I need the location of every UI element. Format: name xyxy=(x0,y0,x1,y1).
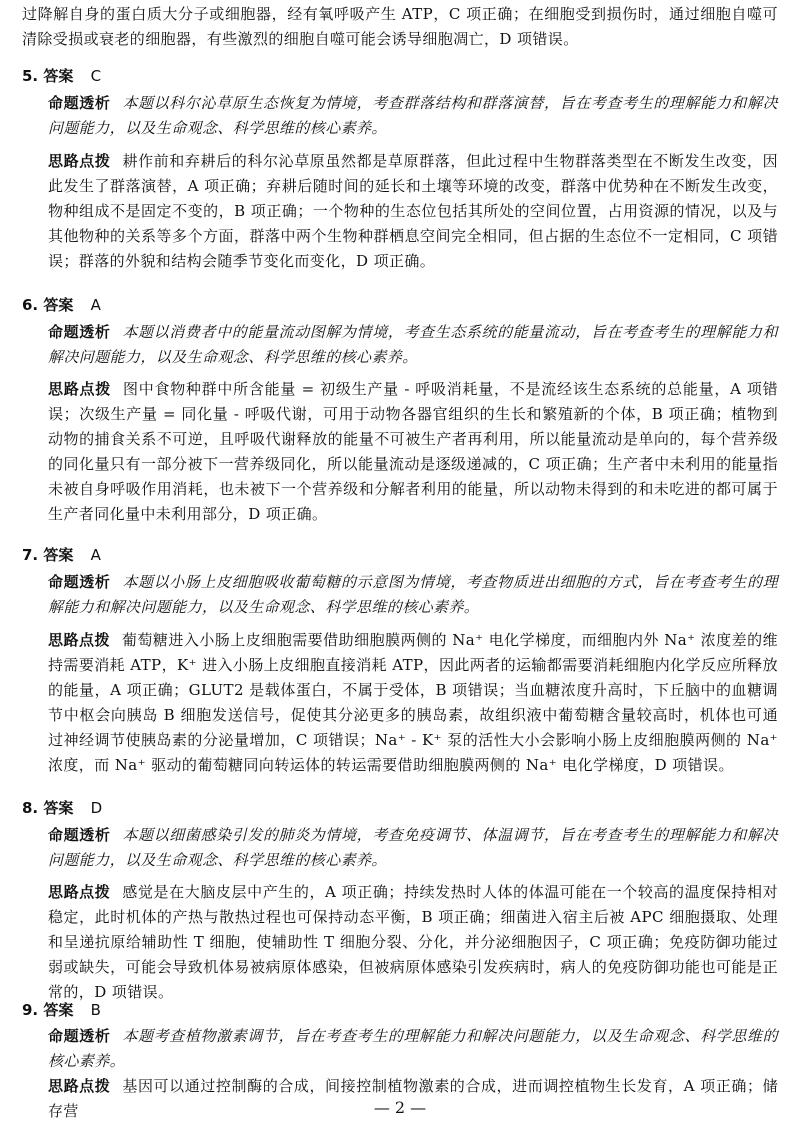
analysis-paragraph-5 xyxy=(48,91,778,141)
analysis-label: 命题透析 xyxy=(48,826,111,844)
answer-line-7 xyxy=(22,545,101,565)
analysis-paragraph-9 xyxy=(48,1024,778,1074)
answer-line-5 xyxy=(22,66,101,86)
answer-value: C xyxy=(90,67,102,85)
hint-label: 思路点拨 xyxy=(48,1077,111,1095)
analysis-text: 本题以细菌感染引发的肺炎为情境，考查免疫调节、体温调节，旨在考查考生的理解能力和解决问题能力，以及生命观念、科学思维的核心素养。 xyxy=(48,826,778,869)
answer-value: D xyxy=(90,799,103,817)
hint-paragraph-6 xyxy=(48,377,778,527)
answer-line-9 xyxy=(22,1000,101,1020)
hint-label: 思路点拨 xyxy=(48,631,110,649)
answer-line-6 xyxy=(22,295,101,315)
analysis-label: 命题透析 xyxy=(48,573,111,591)
hint-paragraph-8 xyxy=(48,880,778,1005)
hint-label: 思路点拨 xyxy=(48,380,111,398)
analysis-label: 命题透析 xyxy=(48,323,111,341)
hint-label: 思路点拨 xyxy=(48,152,111,170)
hint-paragraph-5 xyxy=(48,149,778,274)
analysis-label: 命题透析 xyxy=(48,94,111,112)
question-number: 5. xyxy=(22,67,39,85)
intro-paragraph: 过降解自身的蛋白质大分子或细胞器，经有氧呼吸产生 ATP，C 项正确；在细胞受到损伤时，通过细胞自噬可清除受损或衰老的细胞器，有些激烈的细胞自噬可能会诱导细胞凋亡，D 项错误。 xyxy=(22,5,778,48)
analysis-label: 命题透析 xyxy=(48,1027,111,1045)
hint-text: 图中食物种群中所含能量 = 初级生产量 - 呼吸消耗量，不是流经该生态系统的总能量，A 项错误；次级生产量 = 同化量 - 呼吸代谢，可用于动物各器官组织的生长和繁殖新的个体，B 项正确；植物到动物的捕食关系不可逆，且呼吸代谢释放的能量不可被生产者再利用，所以能量流动是单向的，每个营养级的同化量只有一部分被下一营养级同化，所以能量流动是逐级递减的，C 项正确；生产者中未利用的能量指未被自身呼吸作用消耗，也未被下一个营养级和分解者利用的能量，所以动物未得到的和未吃进的都可属于生产者同化量中未利用部分，D 项正确。 xyxy=(48,380,778,523)
answer-label: 答案 xyxy=(43,1001,74,1019)
analysis-text: 本题考查植物激素调节，旨在考查考生的理解能力和解决问题能力，以及生命观念、科学思维的核心素养。 xyxy=(48,1027,778,1070)
question-number: 9. xyxy=(22,1001,39,1019)
analysis-text: 本题以小肠上皮细胞吸收葡萄糖的示意图为情境，考查物质进出细胞的方式，旨在考查考生的理解能力和解决问题能力，以及生命观念、科学思维的核心素养。 xyxy=(48,573,778,616)
analysis-text: 本题以消费者中的能量流动图解为情境，考查生态系统的能量流动，旨在考查考生的理解能力和解决问题能力，以及生命观念、科学思维的核心素养。 xyxy=(48,323,778,366)
answer-value: B xyxy=(90,1001,101,1019)
answer-label: 答案 xyxy=(43,296,74,314)
analysis-text: 本题以科尔沁草原生态恢复为情境，考查群落结构和群落演替，旨在考查考生的理解能力和解决问题能力，以及生命观念、科学思维的核心素养。 xyxy=(48,94,778,137)
answer-label: 答案 xyxy=(43,67,74,85)
hint-text: 葡萄糖进入小肠上皮细胞需要借助细胞膜两侧的 Na⁺ 电化学梯度，而细胞内外 Na⁺ 浓度差的维持需要消耗 ATP，K⁺ 进入小肠上皮细胞直接消耗 ATP，因此两者的运输都需要消耗细胞内化学反应所释放的能量，A 项正确；GLUT2 是载体蛋白，不属于受体，B 项错误；当血糖浓度升高时，下丘脑中的血糖调节中枢会向胰岛 B 细胞发送信号，促使其分泌更多的胰岛素，故组织液中葡萄糖含量较高时，机体也可通过神经调节使胰岛素的分泌量增加，C 项错误；Na⁺ - K⁺ 泵的活性大小会影响小肠上皮细胞膜两侧的 Na⁺ 浓度，而 Na⁺ 驱动的葡萄糖同向转运体的转运需要借助细胞膜两侧的 Na⁺ 电化学梯度，D 项错误。 xyxy=(48,631,778,774)
question-number: 7. xyxy=(22,546,39,564)
answer-label: 答案 xyxy=(43,546,74,564)
answer-value: A xyxy=(90,296,101,314)
answer-label: 答案 xyxy=(43,799,74,817)
answer-value: A xyxy=(90,546,101,564)
question-number: 8. xyxy=(22,799,39,817)
hint-text: 基因可以通过控制酶的合成，间接控制植物激素的合成，进而调控植物生长发育，A 项正确；储存营 xyxy=(48,1077,778,1120)
hint-paragraph-7 xyxy=(48,628,778,778)
analysis-paragraph-6 xyxy=(48,320,778,370)
hint-text: 耕作前和弃耕后的科尔沁草原虽然都是草原群落，但此过程中生物群落类型在不断发生改变，因此发生了群落演替，A 项正确；弃耕后随时间的延长和土壤等环境的改变，群落中优势种在不断发生改变，物种组成不是固定不变的，B 项正确；一个物种的生态位包括其所处的空间位置，占用资源的情况，以及与其他物种的关系等多个方面，群落中两个生物种群栖息空间完全相同，但占据的生态位不一定相同，C 项错误；群落的外貌和结构会随季节变化而变化，D 项正确。 xyxy=(48,152,778,270)
analysis-paragraph-7 xyxy=(48,570,778,620)
analysis-paragraph-8 xyxy=(48,823,778,873)
answer-line-8 xyxy=(22,798,102,818)
question-number: 6. xyxy=(22,296,39,314)
hint-text: 感觉是在大脑皮层中产生的，A 项正确；持续发热时人体的体温可能在一个较高的温度保持相对稳定，此时机体的产热与散热过程也可保持动态平衡，B 项正确；细菌进入宿主后被 APC 细胞摄取、处理和呈递抗原给辅助性 T 细胞，使辅助性 T 细胞分裂、分化，并分泌细胞因子，C 项正确；免疫防御功能过弱或缺失，可能会导致机体易被病原体感染，但被病原体感染引发疾病时，病人的免疫防御功能也可能是正常的，D 项错误。 xyxy=(48,883,778,1001)
hint-label: 思路点拨 xyxy=(48,883,111,901)
page-number: — 2 — xyxy=(373,1098,427,1117)
